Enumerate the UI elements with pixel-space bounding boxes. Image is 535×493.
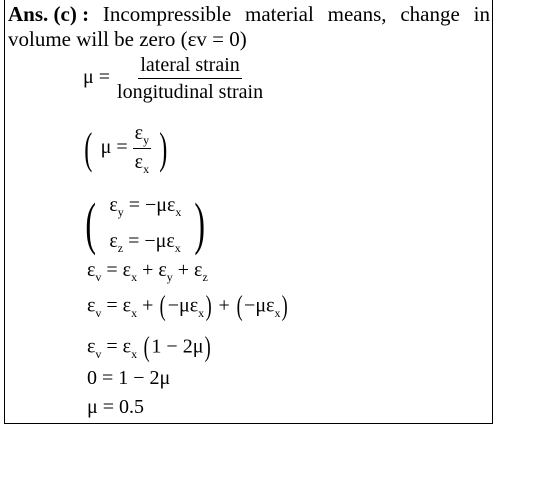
right-paren: ) — [159, 123, 168, 173]
intro-word: material — [245, 2, 314, 26]
right-paren: ) — [282, 291, 289, 322]
eq1-lhs: μ = — [83, 66, 111, 89]
eq1-denominator: longitudinal strain — [117, 81, 264, 103]
eq2-lhs: μ = — [100, 136, 128, 159]
eq3-row-z: $\varepsilon_z = -\mu\varepsilon_x$ — [109, 230, 181, 255]
left-paren: ( — [84, 123, 93, 173]
left-paren: ( — [85, 191, 96, 256]
intro-word: change — [400, 2, 460, 26]
eq2-fraction — [133, 122, 151, 175]
intro-word: means, — [327, 2, 387, 26]
right-paren: ) — [205, 291, 212, 322]
equation-result: μ = 0.5 — [87, 396, 145, 418]
intro-line-1 — [8, 2, 490, 26]
eq1-numerator: lateral strain — [138, 54, 241, 79]
eq1-fraction — [115, 54, 265, 103]
equation-volumetric-factored: $\varepsilon_v = \varepsilon_x$ (1 − 2μ) — [87, 332, 212, 363]
intro-line-2: volume will be zero (εv = 0) — [8, 27, 247, 51]
left-paren: ( — [236, 291, 243, 322]
answer-label: Ans. (c) : — [8, 2, 90, 26]
right-paren: ) — [205, 332, 212, 363]
left-paren: ( — [160, 291, 167, 322]
intro-word: Incompressible — [102, 2, 232, 26]
equation-volumetric-strain: $\varepsilon_v = \varepsilon_x + \varepsilon_y + \varepsilon_z$ — [87, 259, 208, 284]
equation-zero-condition: 0 = 1 − 2μ — [87, 367, 171, 389]
intro-word: in — [473, 2, 490, 26]
eq2-denominator: $\varepsilon_x$ — [134, 151, 150, 176]
eq2-numerator: $\varepsilon_y$ — [134, 122, 150, 147]
equation-poisson-definition — [83, 54, 265, 103]
equation-lateral-strains — [81, 188, 210, 260]
equation-volumetric-substitution: $\varepsilon_v = \varepsilon_x + (-\mu\varepsilon_x) + (-\mu\varepsilon_x)$ — [87, 291, 289, 322]
answer-box — [4, 0, 493, 424]
right-paren: ) — [194, 191, 206, 256]
eq3-row-y: $\varepsilon_y = -\mu\varepsilon_x$ — [109, 194, 182, 219]
left-paren: ( — [143, 332, 150, 363]
eq3-system — [105, 188, 185, 260]
equation-poisson-ratio-strains — [81, 122, 171, 175]
